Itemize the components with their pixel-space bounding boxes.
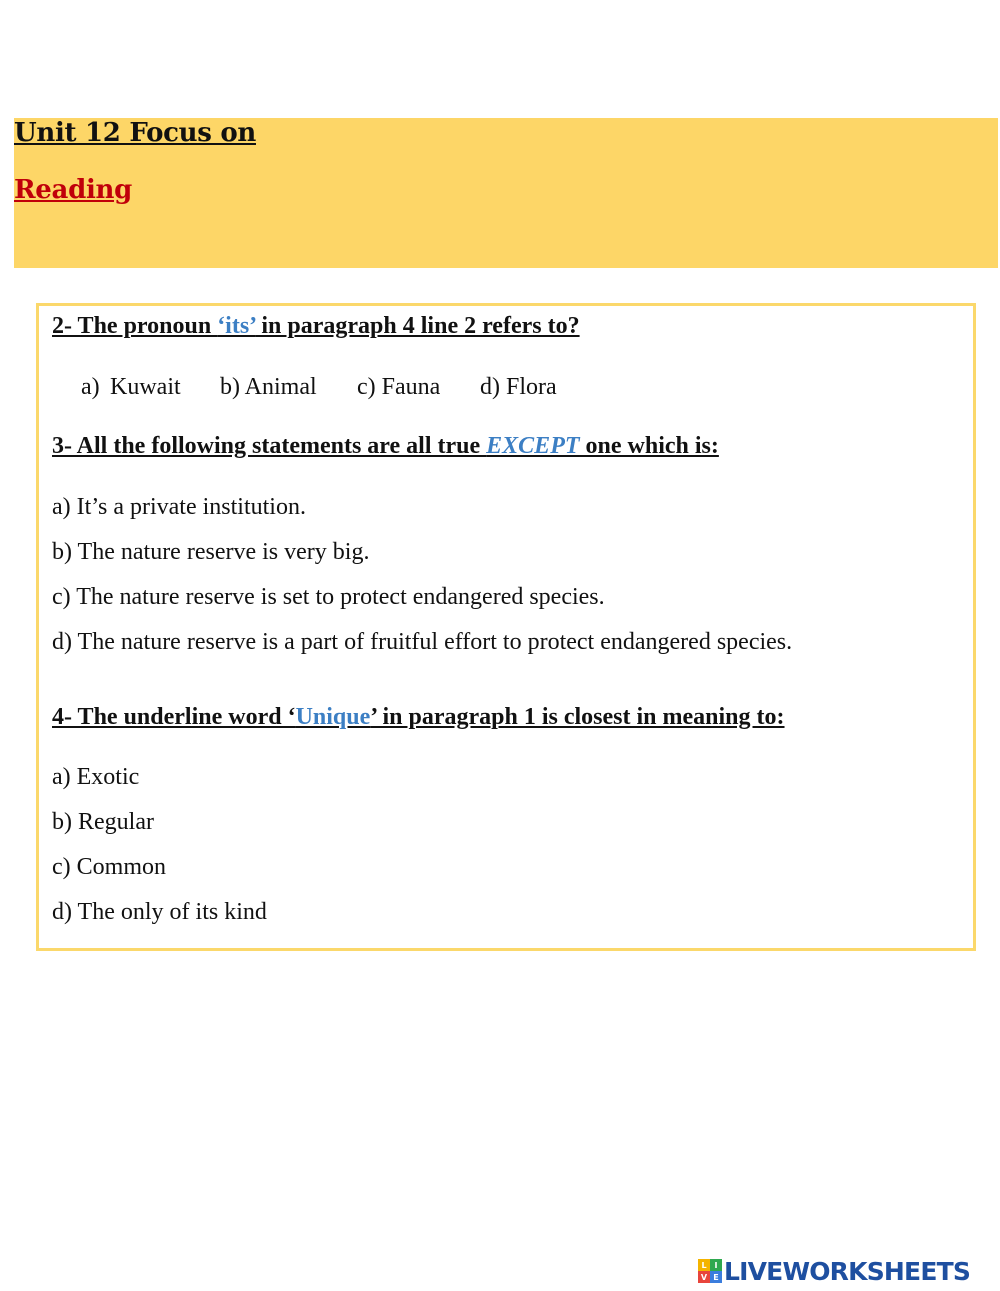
question-4-option-b[interactable]: b) Regular: [52, 809, 154, 835]
question-2-option-b[interactable]: b) Animal: [220, 374, 317, 400]
logo-letter-l: L: [698, 1259, 710, 1271]
question-2-option-a-letter: a): [81, 374, 100, 400]
question-4-option-c[interactable]: c) Common: [52, 854, 166, 880]
logo-mark-icon: [698, 1259, 722, 1283]
question-4-option-d[interactable]: d) The only of its kind: [52, 899, 267, 925]
question-3-highlight: EXCEPT: [486, 433, 580, 459]
question-2-option-c[interactable]: c) Fauna: [357, 374, 441, 400]
question-4-highlight: Unique: [295, 704, 371, 730]
question-4-heading: 4- The underline word ‘Unique’ in paragraph 1 is closest in meaning to:: [52, 704, 785, 730]
question-2-option-a[interactable]: Kuwait: [110, 374, 181, 400]
subject-title: Reading: [14, 175, 133, 205]
logo-letter-v: V: [698, 1271, 710, 1283]
unit-title: Unit 12 Focus on: [14, 118, 256, 148]
logo-letter-e: E: [710, 1271, 722, 1283]
question-3-option-c[interactable]: c) The nature reserve is set to protect endangered species.: [52, 584, 605, 610]
question-2-heading: 2- The pronoun ‘its’ in paragraph 4 line 2 refers to?: [52, 313, 580, 339]
logo-letter-i: I: [710, 1259, 722, 1271]
question-3-option-d[interactable]: d) The nature reserve is a part of fruitful effort to protect endangered species.: [52, 629, 793, 655]
question-2-option-d[interactable]: d) Flora: [480, 374, 557, 400]
liveworksheets-logo: [698, 1257, 970, 1285]
question-2-highlight: ‘its’: [217, 313, 256, 339]
title-banner: [14, 118, 998, 268]
question-3-heading: 3- All the following statements are all true EXCEPT one which is:: [52, 433, 719, 459]
question-4-option-a[interactable]: a) Exotic: [52, 764, 140, 790]
question-3-option-b[interactable]: b) The nature reserve is very big.: [52, 539, 370, 565]
question-3-option-a[interactable]: a) It’s a private institution.: [52, 494, 306, 520]
questions-box: [36, 303, 976, 951]
logo-text: LIVEWORKSHEETS: [724, 1256, 971, 1286]
